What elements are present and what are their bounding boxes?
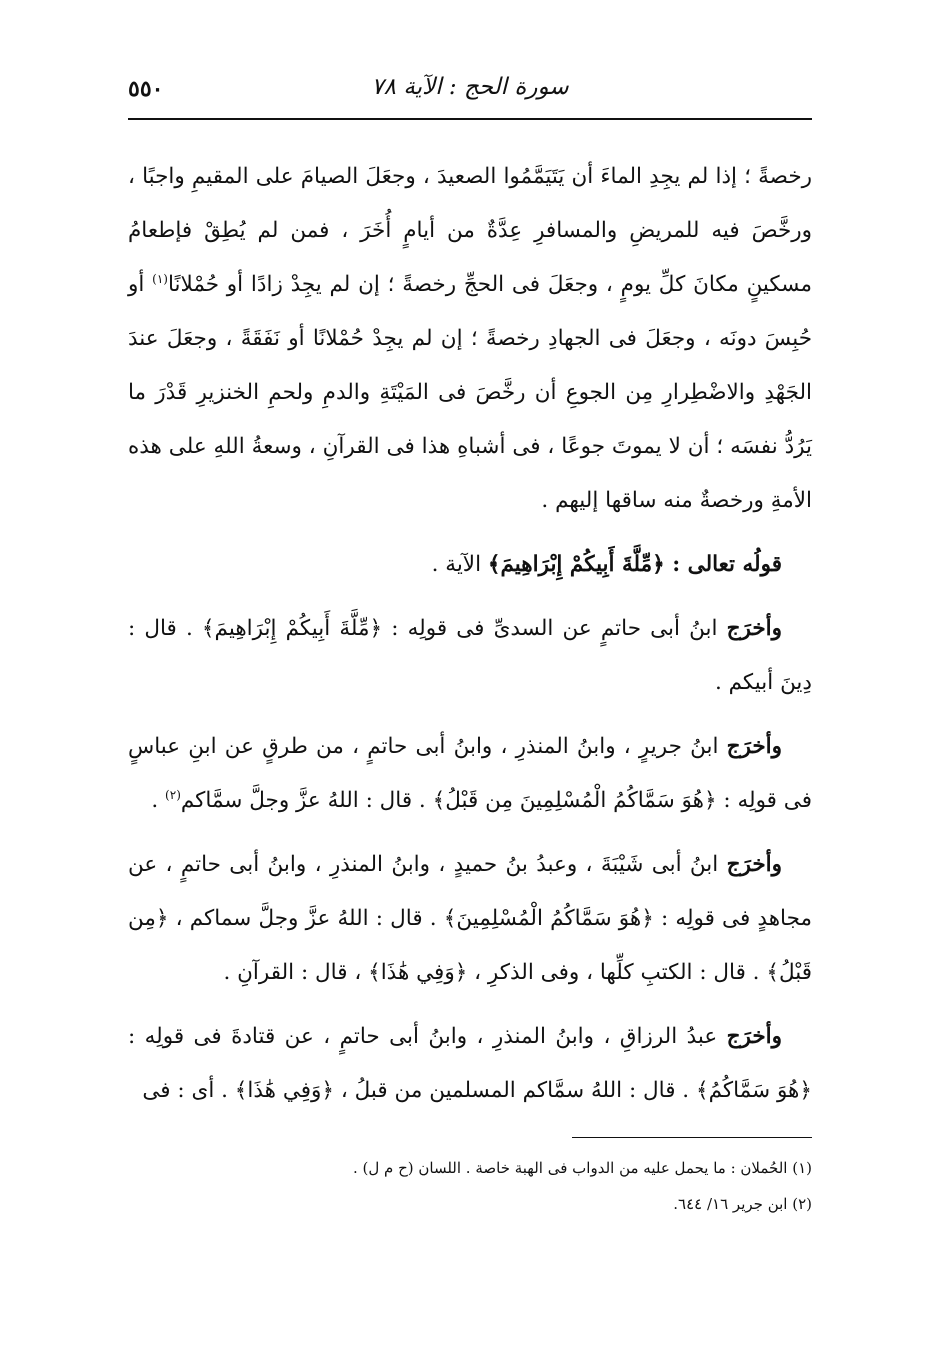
paragraph-4-end: . <box>151 788 166 813</box>
footnote-1: (١) الحُملان : ما يحمل عليه من الدواب فى الهبة خاصة . اللسان (ح م ل) . <box>352 1159 812 1177</box>
heading-verse: قولُه تعالى : ﴿مِّلَّةَ أَبِيكُمْ إِبْرَاهِيمَ﴾ <box>487 552 782 577</box>
paragraph-4-text: ابنُ جريرٍ ، وابنُ المنذرِ ، وابنُ أبى حاتمٍ ، من طرقٍ عن ابنِ عباسٍ فى قولِه : ﴿هُوَ سَمَّاكُمُ الْمُسْلِمِينَ مِن قَبْلُ﴾ . قال : اللهُ عزَّ وجلَّ سمَّاكم <box>128 734 812 813</box>
page-header <box>128 68 812 120</box>
paragraph-1-text-a: رخصةً ؛ إذا لم يجِدِ الماءَ أن يَتَيَمَّمُوا الصعيدَ ، وجعَلَ الصيامَ على المقيمِ واجبًا ، ورخَّصَ فيه للمريضِ والمسافرِ عِدَّةٌ من أيامٍ أُخَرَ ، فمن لم يُطِقْ فإطعامُ مسكينٍ مكانَ كلِّ يومٍ ، وجعَلَ فى الحجِّ رخصةً ؛ إن لم يجِدْ زادًا أو حُمْلانًا <box>128 164 812 297</box>
paragraph-3 <box>128 602 812 710</box>
paragraph-5-lead: وأخرَج <box>726 852 782 877</box>
paragraph-3-text: ابنُ أبى حاتمٍ عن السدىِّ فى قولِه : ﴿مِّلَّةَ أَبِيكُمْ إِبْرَاهِيمَ﴾ . قال : دِينَ أبيكم . <box>128 616 812 695</box>
footnote-2: (٢) ابن جرير ١٦/ ٦٤٤. <box>673 1195 812 1213</box>
paragraph-4 <box>128 720 812 828</box>
paragraph-6-lead: وأخرَج <box>726 1024 782 1049</box>
footnote-ref-2[interactable]: (٢) <box>165 787 181 802</box>
footnote-divider <box>572 1137 812 1138</box>
paragraph-1 <box>128 150 812 528</box>
paragraph-5-text: ابنُ أبى شَيْبَةَ ، وعبدُ بنُ حميدٍ ، وابنُ المنذرِ ، وابنُ أبى حاتمٍ ، عن مجاهدٍ فى قولِه : ﴿هُوَ سَمَّاكُمُ الْمُسْلِمِينَ﴾ . قال : اللهُ عزَّ وجلَّ سماكم ، ﴿مِن قَبْلُ﴾ . قال : الكتبِ كلِّها ، وفى الذكرِ ، ﴿وَفِي هَٰذَا﴾ ، قال : القرآنِ . <box>128 852 812 985</box>
section-heading <box>128 538 812 592</box>
footnote-ref-1[interactable]: (١) <box>152 271 168 286</box>
paragraph-6 <box>128 1010 812 1118</box>
main-text <box>128 150 812 1118</box>
running-title: سورة الحج : الآية ٧٨ <box>371 74 569 100</box>
paragraph-4-lead: وأخرَج <box>726 734 782 759</box>
page-number: ٥٥٠ <box>128 76 164 102</box>
paragraph-1-text-b: أو حُبِسَ دونَه ، وجعَلَ فى الجهادِ رخصةً ؛ إن لم يجِدْ حُمْلانًا أو نَفَقَةً ، وجعَلَ عندَ الجَهْدِ والاضْطِرارِ مِن الجوعِ أن رخَّصَ فى المَيْتَةِ والدمِ ولحمِ الخنزيرِ قَدْرَ ما يَرُدُّ نفسَه ؛ أن لا يموتَ جوعًا ، فى أشباهِ هذا فى القرآنِ ، وسعةُ اللهِ على هذه الأمةِ ورخصةٌ منه ساقها إليهم . <box>128 272 812 513</box>
paragraph-3-lead: وأخرَج <box>726 616 782 641</box>
footnotes <box>128 1150 812 1222</box>
paragraph-5 <box>128 838 812 1000</box>
heading-rest: الآية . <box>431 552 488 577</box>
paragraph-6-text: عبدُ الرزاقِ ، وابنُ المنذرِ ، وابنُ أبى حاتمٍ ، عن قتادةَ فى قولِه : ﴿هُوَ سَمَّاكُمُ﴾ . قال : اللهُ سمَّاكم المسلمين من قبلُ ، ﴿وَفِي هَٰذَا﴾ . أى : فى <box>128 1024 812 1103</box>
